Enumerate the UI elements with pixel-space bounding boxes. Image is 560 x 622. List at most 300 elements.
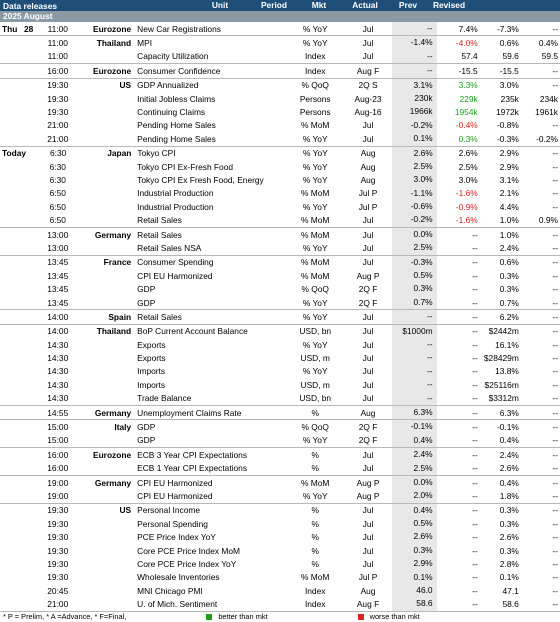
row-prev: 1972k (496, 107, 519, 118)
row-actual: -- (472, 284, 478, 295)
row-actual: -1.6% (455, 188, 478, 199)
row-mkt: -- (392, 338, 437, 351)
row-period: Aug-16 (354, 107, 382, 118)
row-actual: -- (472, 257, 478, 268)
row-prev: 1.0% (499, 215, 519, 226)
row-actual: -- (472, 379, 478, 390)
row-unit: % YoY (302, 23, 328, 34)
row-unit: % YoY (302, 311, 328, 322)
row-actual: -- (472, 229, 478, 240)
row-prev: 1.8% (499, 490, 519, 501)
row-time: 14:30 (47, 393, 69, 404)
table-row (0, 571, 560, 584)
row-time: 21:00 (47, 599, 69, 610)
row-time: 14:00 (47, 326, 69, 337)
row-unit: % YoY (302, 201, 328, 212)
row-time: 14:30 (47, 339, 69, 350)
row-event: Exports (137, 353, 166, 364)
row-unit: Persons (299, 107, 331, 118)
table-row (0, 146, 560, 160)
row-actual: -- (472, 463, 478, 474)
row-unit: % QoQ (301, 80, 329, 91)
table-row (0, 282, 560, 295)
row-period: Aug (360, 148, 376, 159)
table-row (0, 378, 560, 391)
row-actual: -0.9% (455, 201, 478, 212)
row-mkt: -- (392, 351, 437, 364)
row-revised: -- (552, 463, 558, 474)
table-row (0, 227, 560, 241)
row-time: 13:45 (47, 284, 69, 295)
table-row (0, 324, 560, 338)
row-mkt: 0.0% (392, 228, 437, 241)
row-actual: -- (472, 585, 478, 596)
row-revised: -- (552, 284, 558, 295)
row-prev: 59.6 (502, 51, 519, 62)
row-period: Jul P (358, 201, 378, 212)
table-row (0, 405, 560, 419)
row-prev: 0.6% (499, 38, 519, 49)
row-day: Today (2, 148, 27, 159)
row-event: Tokyo CPI Ex Fresh Food, Energy (137, 174, 264, 185)
row-unit: % (311, 449, 319, 460)
table-row (0, 50, 560, 63)
row-revised: -- (552, 572, 558, 583)
row-prev: 58.6 (502, 599, 519, 610)
row-revised: -- (552, 532, 558, 543)
row-mkt: -0.1% (392, 420, 437, 433)
table-row (0, 392, 560, 405)
row-mkt: 0.1% (392, 132, 437, 145)
row-event: CPI EU Harmonized (137, 490, 213, 501)
row-unit: % MoM (301, 229, 330, 240)
row-unit: % YoY (302, 161, 328, 172)
row-unit: % YoY (302, 242, 328, 253)
row-period: Aug (360, 407, 376, 418)
row-prev: -0.1% (496, 422, 519, 433)
row-prev: 2.1% (499, 188, 519, 199)
row-time: 14:30 (47, 379, 69, 390)
row-period: Jul (362, 38, 374, 49)
row-unit: % YoY (302, 366, 328, 377)
row-period: 2Q F (358, 284, 378, 295)
row-period: Jul (362, 545, 374, 556)
row-time: 19:30 (47, 518, 69, 529)
row-time: 19:00 (47, 477, 69, 488)
row-unit: % MoM (301, 120, 330, 131)
row-actual: -- (472, 558, 478, 569)
row-mkt: -0.2% (392, 213, 437, 226)
footer-note: * P = Prelim, * A =Advance, * F=Final, (3, 612, 127, 622)
row-revised: -- (552, 545, 558, 556)
row-time: 19:30 (47, 545, 69, 556)
row-mkt: 0.5% (392, 517, 437, 530)
row-time: 14:55 (47, 407, 69, 418)
table-row (0, 105, 560, 118)
table-row (0, 462, 560, 475)
row-revised: -- (552, 257, 558, 268)
row-period: Jul (362, 518, 374, 529)
table-row (0, 517, 560, 530)
row-event: Initial Jobless Claims (137, 93, 216, 104)
row-mkt: -- (392, 22, 437, 35)
col-actual: Actual (352, 0, 378, 10)
row-revised: -- (552, 435, 558, 446)
month-subheader: 2025 August (0, 11, 560, 22)
row-unit: % MoM (301, 572, 330, 583)
row-time: 6:30 (49, 161, 66, 172)
row-period: Aug F (356, 599, 380, 610)
row-event: Continuing Claims (137, 107, 206, 118)
table-row (0, 597, 560, 610)
row-mkt: 0.7% (392, 296, 437, 309)
row-unit: % YoY (302, 339, 328, 350)
row-revised: -- (552, 297, 558, 308)
row-prev: -0.3% (496, 133, 519, 144)
row-period: Jul (362, 120, 374, 131)
row-mkt: 2.6% (392, 530, 437, 543)
row-prev: 0.3% (499, 518, 519, 529)
row-unit: % YoY (302, 435, 328, 446)
row-mkt: $1000m (392, 325, 437, 338)
row-event: Exports (137, 339, 166, 350)
row-time: 6:30 (49, 148, 67, 159)
row-period: Jul (362, 366, 374, 377)
row-time: 6:50 (49, 188, 66, 199)
row-prev: 47.1 (502, 585, 519, 596)
row-revised: -- (552, 422, 558, 433)
row-prev: 2.9% (499, 161, 519, 172)
row-prev: 3.1% (499, 174, 519, 185)
col-prev: Prev (398, 0, 418, 10)
row-event: Personal Spending (137, 518, 208, 529)
row-period: 2Q F (358, 435, 378, 446)
row-revised: -- (552, 393, 558, 404)
row-mkt: 230k (392, 92, 437, 105)
row-event: BoP Current Account Balance (137, 326, 248, 337)
row-actual: 57.4 (461, 51, 478, 62)
row-event: Capacity Utilization (137, 51, 209, 62)
row-mkt: 46.0 (392, 584, 437, 597)
row-unit: % (311, 407, 319, 418)
header-title: Data releases (3, 0, 58, 11)
row-period: Jul (362, 311, 374, 322)
table-row (0, 35, 560, 49)
row-unit: % MoM (301, 257, 330, 268)
row-country: Thailand (96, 326, 132, 337)
row-prev: 0.3% (499, 545, 519, 556)
row-prev: 2.6% (499, 463, 519, 474)
row-revised: -- (552, 558, 558, 569)
legend-worse-label: worse than mkt (369, 612, 420, 622)
row-event: Consumer Confidence (137, 65, 221, 76)
row-time: 16:00 (47, 449, 69, 460)
row-country: Italy (114, 422, 132, 433)
row-time: 15:00 (47, 435, 69, 446)
row-mkt: -- (392, 310, 437, 323)
table-row (0, 447, 560, 461)
row-event: Retail Sales (137, 215, 182, 226)
row-mkt: -1.1% (392, 187, 437, 200)
row-time: 11:00 (47, 51, 68, 62)
row-actual: 7.4% (458, 23, 478, 34)
row-unit: % YoY (302, 174, 328, 185)
table-row (0, 119, 560, 132)
row-prev: 16.1% (495, 339, 519, 350)
row-revised: -- (552, 599, 558, 610)
row-time: 20:45 (47, 585, 69, 596)
row-actual: 1954k (454, 107, 478, 118)
row-event: GDP (137, 422, 156, 433)
row-event: Pending Home Sales (137, 133, 216, 144)
row-event: New Car Registrations (137, 23, 221, 34)
row-period: Jul (362, 339, 374, 350)
row-time: 13:00 (47, 242, 69, 253)
row-event: Core PCE Price Index MoM (137, 545, 241, 556)
row-revised: -- (552, 518, 558, 529)
col-period: Period (260, 0, 288, 10)
row-mkt: 0.3% (392, 282, 437, 295)
row-time: 19:30 (47, 80, 69, 91)
row-prev: 0.4% (499, 435, 519, 446)
row-actual: -4.0% (455, 38, 478, 49)
row-actual: -- (472, 518, 478, 529)
row-prev: 0.7% (499, 297, 519, 308)
row-actual: -- (472, 242, 478, 253)
row-period: Jul (362, 133, 374, 144)
row-prev: 0.4% (499, 477, 519, 488)
row-period: 2Q F (358, 422, 378, 433)
row-country: Japan (107, 148, 132, 159)
row-actual: -15.5 (458, 65, 478, 76)
row-unit: % YoY (302, 133, 328, 144)
row-unit: % (311, 463, 319, 474)
row-event: GDP (137, 435, 156, 446)
row-period: 2Q S (358, 80, 378, 91)
row-event: Imports (137, 366, 166, 377)
table-row (0, 419, 560, 433)
table-row (0, 475, 560, 489)
row-actual: -- (472, 599, 478, 610)
table-row (0, 351, 560, 364)
table-footer (0, 611, 560, 622)
row-revised: -0.2% (536, 133, 558, 144)
row-actual: 229k (459, 93, 478, 104)
row-event: GDP (137, 284, 156, 295)
row-mkt: 0.4% (392, 434, 437, 447)
table-row (0, 434, 560, 447)
row-prev: 0.6% (499, 257, 519, 268)
row-unit: % (311, 505, 319, 516)
row-revised: -- (552, 407, 558, 418)
row-actual: -- (472, 366, 478, 377)
row-prev: 3.0% (499, 80, 519, 91)
row-unit: % QoQ (301, 422, 329, 433)
row-unit: USD, m (300, 379, 330, 390)
row-unit: Index (304, 599, 326, 610)
row-revised: -- (552, 585, 558, 596)
row-actual: -- (472, 505, 478, 516)
row-period: Jul P (358, 572, 378, 583)
row-time: 21:00 (47, 133, 69, 144)
row-time: 19:00 (47, 490, 69, 501)
row-time: 19:30 (47, 107, 69, 118)
table-row (0, 503, 560, 517)
row-period: Aug P (356, 270, 380, 281)
row-event: Tokyo CPI (137, 148, 176, 159)
row-actual: -- (472, 407, 478, 418)
row-actual: 3.3% (458, 80, 478, 91)
row-unit: Persons (299, 93, 331, 104)
row-period: Aug P (356, 490, 380, 501)
table-row (0, 544, 560, 557)
row-event: U. of Mich. Sentiment (137, 599, 218, 610)
table-header (0, 0, 560, 11)
row-mkt: 2.6% (392, 147, 437, 160)
row-mkt: 1966k (392, 105, 437, 118)
table-row (0, 187, 560, 200)
row-event: Imports (137, 379, 166, 390)
row-actual: -- (472, 477, 478, 488)
table-row (0, 557, 560, 570)
row-revised: -- (552, 161, 558, 172)
row-revised: -- (552, 148, 558, 159)
row-prev: 0.1% (499, 572, 519, 583)
row-revised: -- (552, 490, 558, 501)
row-mkt: 2.0% (392, 489, 437, 502)
row-event: PCE Price Index YoY (137, 532, 216, 543)
row-period: Jul (362, 463, 374, 474)
row-unit: % MoM (301, 270, 330, 281)
row-mkt: -0.6% (392, 200, 437, 213)
row-unit: % (311, 545, 319, 556)
row-prev: 2.9% (499, 148, 519, 159)
row-event: Retail Sales (137, 311, 182, 322)
row-mkt: -- (392, 50, 437, 63)
row-period: Aug F (356, 65, 380, 76)
row-actual: -- (472, 449, 478, 460)
row-unit: USD, bn (299, 393, 332, 404)
row-prev: 6.2% (499, 311, 519, 322)
row-time: 13:00 (47, 229, 69, 240)
row-event: CPI EU Harmonized (137, 270, 213, 281)
row-time: 11:00 (47, 38, 68, 49)
row-time: 16:00 (47, 463, 69, 474)
row-prev: $25116m (484, 379, 519, 390)
row-revised: -- (552, 505, 558, 516)
row-event: Industrial Production (137, 201, 214, 212)
row-prev: 2.4% (499, 449, 519, 460)
row-revised: 1961k (535, 107, 558, 118)
row-mkt: 2.5% (392, 241, 437, 254)
row-period: Jul (362, 532, 374, 543)
row-period: 2Q F (358, 297, 378, 308)
row-country: US (119, 505, 132, 516)
table-row (0, 489, 560, 502)
row-period: Jul (362, 23, 374, 34)
table-row (0, 173, 560, 186)
table-row (0, 269, 560, 282)
row-unit: % MoM (301, 477, 330, 488)
row-time: 21:00 (47, 120, 69, 131)
row-period: Jul (362, 257, 374, 268)
row-time: 15:00 (47, 422, 69, 433)
row-revised: -- (552, 80, 558, 91)
row-revised: -- (552, 201, 558, 212)
row-period: Aug-23 (354, 93, 382, 104)
row-revised: -- (552, 366, 558, 377)
row-event: GDP Annualized (137, 80, 199, 91)
row-revised: -- (552, 339, 558, 350)
table-row (0, 338, 560, 351)
row-actual: -- (472, 339, 478, 350)
row-period: Jul (362, 379, 374, 390)
row-country: Germany (94, 477, 132, 488)
row-revised: -- (552, 477, 558, 488)
row-mkt: 3.0% (392, 173, 437, 186)
row-mkt: -0.2% (392, 119, 437, 132)
row-event: Personal Income (137, 505, 200, 516)
row-revised: -- (552, 379, 558, 390)
row-event: Pending Home Sales (137, 120, 216, 131)
row-revised: -- (552, 326, 558, 337)
row-prev: 0.3% (499, 284, 519, 295)
row-time: 6:50 (49, 201, 66, 212)
row-unit: Index (304, 585, 326, 596)
row-unit: % YoY (302, 38, 328, 49)
row-event: Consumer Spending (137, 257, 214, 268)
row-time: 19:30 (47, 93, 69, 104)
row-unit: % YoY (302, 297, 328, 308)
row-mkt: 2.4% (392, 448, 437, 461)
row-period: Jul (362, 215, 374, 226)
row-revised: -- (552, 188, 558, 199)
row-actual: 2.5% (458, 161, 478, 172)
table-row (0, 92, 560, 105)
row-prev: 2.8% (499, 558, 519, 569)
row-time: 14:30 (47, 366, 69, 377)
col-mkt: Mkt (311, 0, 327, 10)
row-event: MNI Chicago PMI (137, 585, 203, 596)
row-mkt: -1.4% (392, 36, 437, 49)
row-mkt: 6.3% (392, 406, 437, 419)
row-mkt: 58.6 (392, 597, 437, 610)
row-event: CPI EU Harmonized (137, 477, 213, 488)
row-time: 11:00 (47, 23, 68, 34)
row-unit: USD, bn (299, 326, 332, 337)
row-revised: 234k (539, 93, 558, 104)
row-actual: 0.3% (458, 133, 478, 144)
row-mkt: 2.9% (392, 557, 437, 570)
row-actual: 3.0% (458, 174, 478, 185)
row-time: 6:30 (49, 174, 66, 185)
row-unit: % YoY (302, 490, 328, 501)
col-revised: Revised (432, 0, 466, 10)
row-revised: -- (552, 449, 558, 460)
table-row (0, 160, 560, 173)
row-revised: -- (552, 23, 558, 34)
row-prev: 2.6% (499, 532, 519, 543)
row-actual: -- (472, 353, 478, 364)
row-prev: $3312m (488, 393, 519, 404)
row-prev: 1.0% (499, 229, 519, 240)
row-time: 19:30 (47, 572, 69, 583)
table-row (0, 22, 560, 35)
row-actual: -- (472, 545, 478, 556)
row-country: Germany (94, 407, 132, 418)
row-mkt: -- (392, 378, 437, 391)
row-revised: -- (552, 242, 558, 253)
